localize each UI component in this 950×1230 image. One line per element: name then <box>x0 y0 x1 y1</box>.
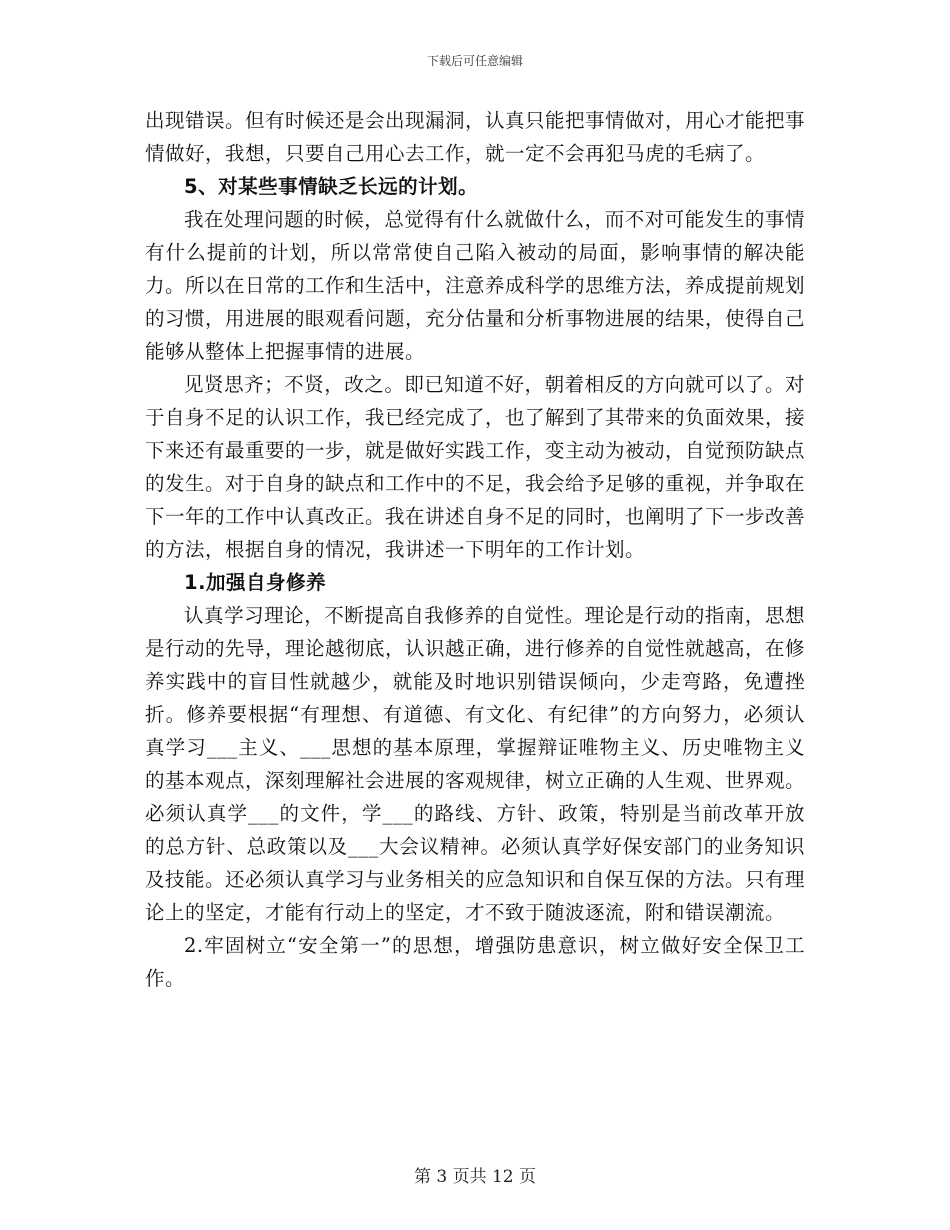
paragraph-self-improvement: 见贤思齐；不贤，改之。即已知道不好，朝着相反的方向就可以了。对于自身不足的认识工作，我已经完成了，也了解到了其带来的负面效果，接下来还有最重要的一步，就是做好实践工作，变主动为被动，自觉预防缺点的发生。对于自身的缺点和工作中的不足，我会给予足够的重视，并争取在下一年的工作中认真改正。我在讲述自身不足的同时，也阐明了下一步改善的方法，根据自身的情况，我讲述一下明年的工作计划。 <box>145 373 806 561</box>
plan-heading-1: 1.加强自身修养 <box>184 571 326 594</box>
document-body <box>145 104 805 995</box>
paragraph-continuation: 出现错误。但有时候还是会出现漏洞，认真只能把事情做对，用心才能把事情做好，我想，只要自己用心去工作，就一定不会再犯马虎的毛病了。 <box>145 109 806 165</box>
page-footer: 第 3 页共 12 页 <box>413 1167 537 1187</box>
paragraph-planning: 我在处理问题的时候，总觉得有什么就做什么，而不对可能发生的事情有什么提前的计划，所以常常使自己陷入被动的局面，影响事情的解决能力。所以在日常的工作和生活中，注意养成科学的思维方法，养成提前规划的习惯，用进展的眼观看问题，充分估量和分析事物进展的结果，使得自己能够从整体上把握事情的进展。 <box>145 208 806 363</box>
paragraph-study-theory: 认真学习理论，不断提高自我修养的自觉性。理论是行动的指南，思想是行动的先导，理论越彻底，认识越正确，进行修养的自觉性就越高，在修养实践中的盲目性就越少，就能及时地识别错误倾向，少走弯路，免遭挫折。修养要根据“有理想、有道德、有文化、有纪律”的方向努力，必须认真学习___主义、___思想的基本原理，掌握辩证唯物主义、历史唯物主义的基本观点，深刻理解社会进展的客观规律，树立正确的人生观、世界观。必须认真学___的文件，学___的路线、方针、政策，特别是当前改革开放的总方针、总政策以及___大会议精神。必须认真学好保安部门的业务知识及技能。还必须认真学习与业务相关的应急知识和自保互保的方法。只有理论上的坚定，才能有行动上的坚定，才不致于随波逐流，附和错误潮流。 <box>145 604 806 924</box>
page-header: 下载后可任意编辑 <box>426 54 523 68</box>
paragraph-safety-first: 2.牢固树立“安全第一”的思想，增强防患意识，树立做好安全保卫工作。 <box>145 934 805 990</box>
section-heading-5: 5、对某些事情缺乏长远的计划。 <box>184 175 479 198</box>
